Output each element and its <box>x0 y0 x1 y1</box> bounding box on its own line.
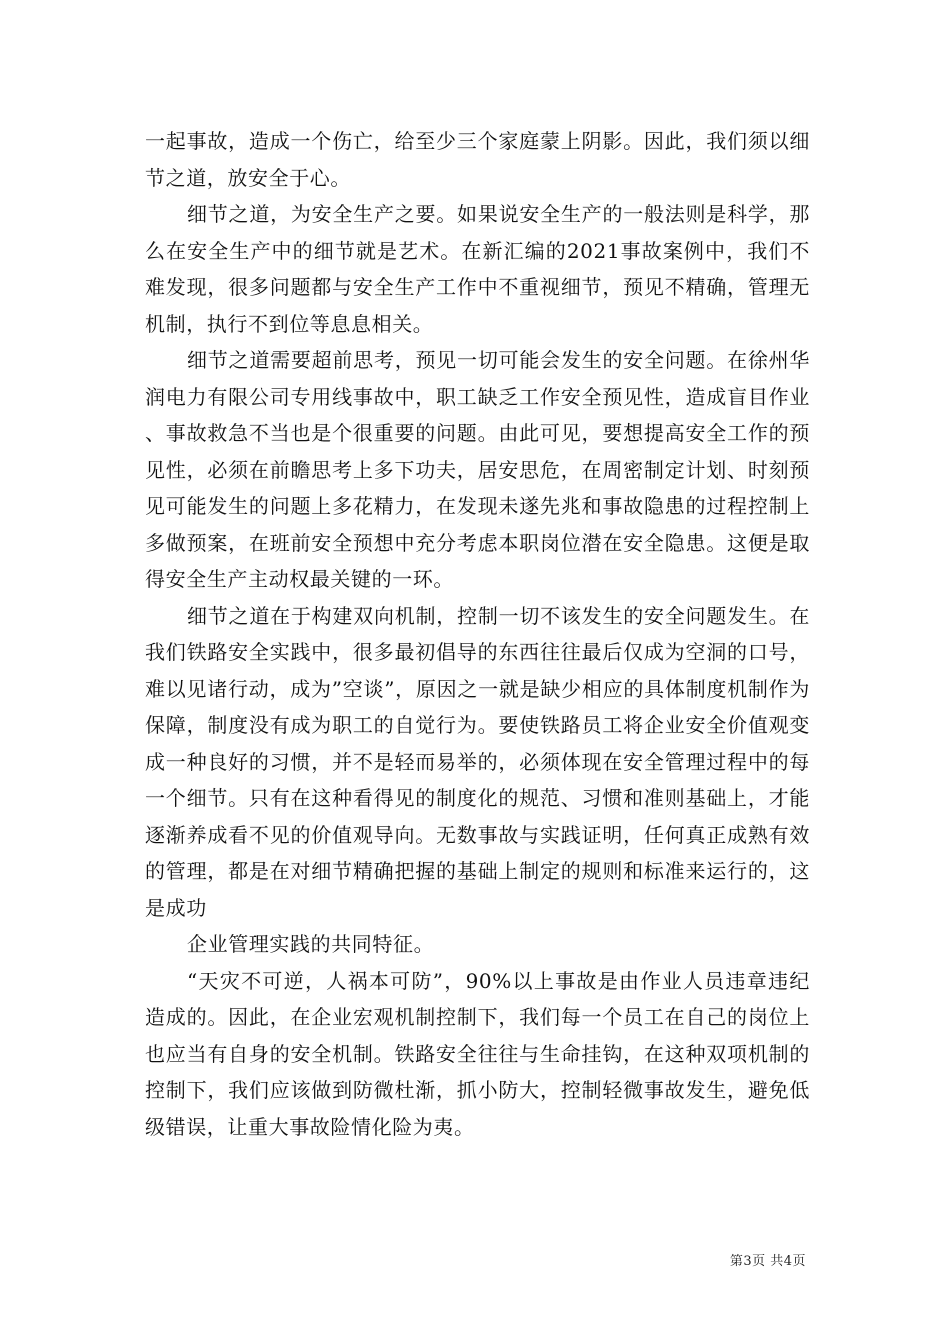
paragraph-2: 细节之道，为安全生产之要。如果说安全生产的一般法则是科学，那么在安全生产中的细节就是艺术。在新汇编的2021事故案例中，我们不难发现，很多问题都与安全生产工作中不重视细节，预见不精确，管理无机制，执行不到位等息息相关。 <box>145 202 810 336</box>
paragraph-4: 细节之道在于构建双向机制，控制一切不该发生的安全问题发生。在我们铁路安全实践中，很多最初倡导的东西往往最后仅成为空洞的口号，难以见诸行动，成为”空谈”，原因之一就是缺少相应的具体制度机制作为保障，制度没有成为职工的自觉行为。要使铁路员工将企业安全价值观变成一种良好的习惯，并不是轻而易举的，必须体现在安全管理过程中的每一个细节。只有在这种看得见的制度化的规范、习惯和准则基础上，才能逐渐养成看不见的价值观导向。无数事故与实践证明，任何真正成熟有效的管理，都是在对细节精确把握的基础上制定的规则和标准来运行的，这是成功 <box>145 603 810 920</box>
paragraph-1: 一起事故，造成一个伤亡，给至少三个家庭蒙上阴影。因此，我们须以细节之道，放安全于心。 <box>145 129 810 190</box>
page-number-footer: 第3页 共4页 <box>729 1254 806 1269</box>
paragraph-3: 细节之道需要超前思考，预见一切可能会发生的安全问题。在徐州华润电力有限公司专用线事故中，职工缺乏工作安全预见性，造成盲目作业、事故救急不当也是个很重要的问题。由此可见，要想提高安全工作的预见性，必须在前瞻思考上多下功夫，居安思危，在周密制定计划、时刻预见可能发生的问题上多花精力，在发现未遂先兆和事故隐患的过程控制上多做预案，在班前安全预想中充分考虑本职岗位潜在安全隐患。这便是取得安全生产主动权最关键的一环。 <box>145 348 810 591</box>
paragraph-6: “天灾不可逆，人祸本可防”，90%以上事故是由作业人员违章违纪造成的。因此，在企业宏观机制控制下，我们每一个员工在自己的岗位上也应当有自身的安全机制。铁路安全往往与生命挂钩，在这种双项机制的控制下，我们应该做到防微杜渐，抓小防大，控制轻微事故发生，避免低级错误，让重大事故险情化险为夷。 <box>145 968 810 1139</box>
paragraph-5: 企业管理实践的共同特征。 <box>187 932 435 956</box>
document-body <box>145 123 810 1145</box>
